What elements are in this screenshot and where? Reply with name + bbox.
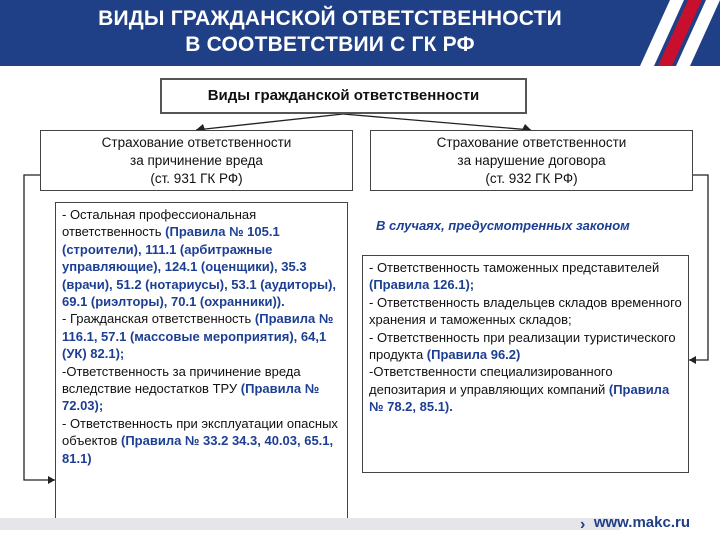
left-category-line-3: (ст. 931 ГК РФ) [150, 171, 243, 186]
list-item: - Ответственность таможенных представителей (Правила 126.1); [369, 260, 660, 293]
left-detail-box [55, 202, 348, 520]
list-item: -Ответственности специализированного депозитария и управляющих компаний (Правила № 78.2, 85.1). [369, 364, 670, 415]
right-category-line-1: Страхование ответственности [436, 135, 627, 150]
list-item: -Ответственность за причинение вреда вследствие недостатков ТРУ (Правила № 72.03); [62, 363, 320, 414]
title-line-1: ВИДЫ ГРАЖДАНСКОЙ ОТВЕТСТВЕННОСТИ [98, 7, 562, 30]
footer [0, 510, 720, 540]
right-detail-box [362, 255, 689, 473]
left-category-line-1: Страхование ответственности [101, 135, 292, 150]
footer-bar [0, 518, 620, 530]
right-category-line-3: (ст. 932 ГК РФ) [485, 171, 578, 186]
website-link[interactable]: www.makc.ru [593, 514, 690, 531]
right-category-line-2: за нарушение договора [457, 153, 606, 168]
list-item: - Ответственность при эксплуатации опасных объектов (Правила № 33.2 34.3, 40.03, 65.1, 81.1) [62, 415, 338, 466]
title-line-2: В СООТВЕТСТВИИ С ГК РФ [185, 33, 475, 56]
list-item: - Ответственность владельцев складов временного хранения и таможенных складов; [369, 294, 682, 328]
right-category-box [370, 130, 693, 191]
list-item: - Остальная профессиональная ответственность (Правила № 105.1 (строители), 111.1 (арбитражные управляющие), 124.1 (оценщики), 35.3 (врачи), 51.2 (нотариусы), 53.1 (аудиторы), 69.1 (риэлторы), 70.1 (охранники)). [62, 207, 337, 310]
list-item: - Ответственность при реализации туристического продукта (Правила 96.2) [369, 329, 676, 363]
chevron-right-icon: › [580, 516, 586, 533]
list-item: - Гражданская ответственность (Правила № 116.1, 57.1 (массовые мероприятия), 64,1 (УК) 82.1); [62, 311, 334, 362]
note-text: В случаях, предусмотренных законом [376, 218, 630, 233]
root-label: Виды гражданской ответственности [207, 87, 480, 104]
root-box [160, 78, 527, 114]
left-category-line-2: за причинение вреда [130, 153, 263, 168]
left-category-box [40, 130, 353, 191]
